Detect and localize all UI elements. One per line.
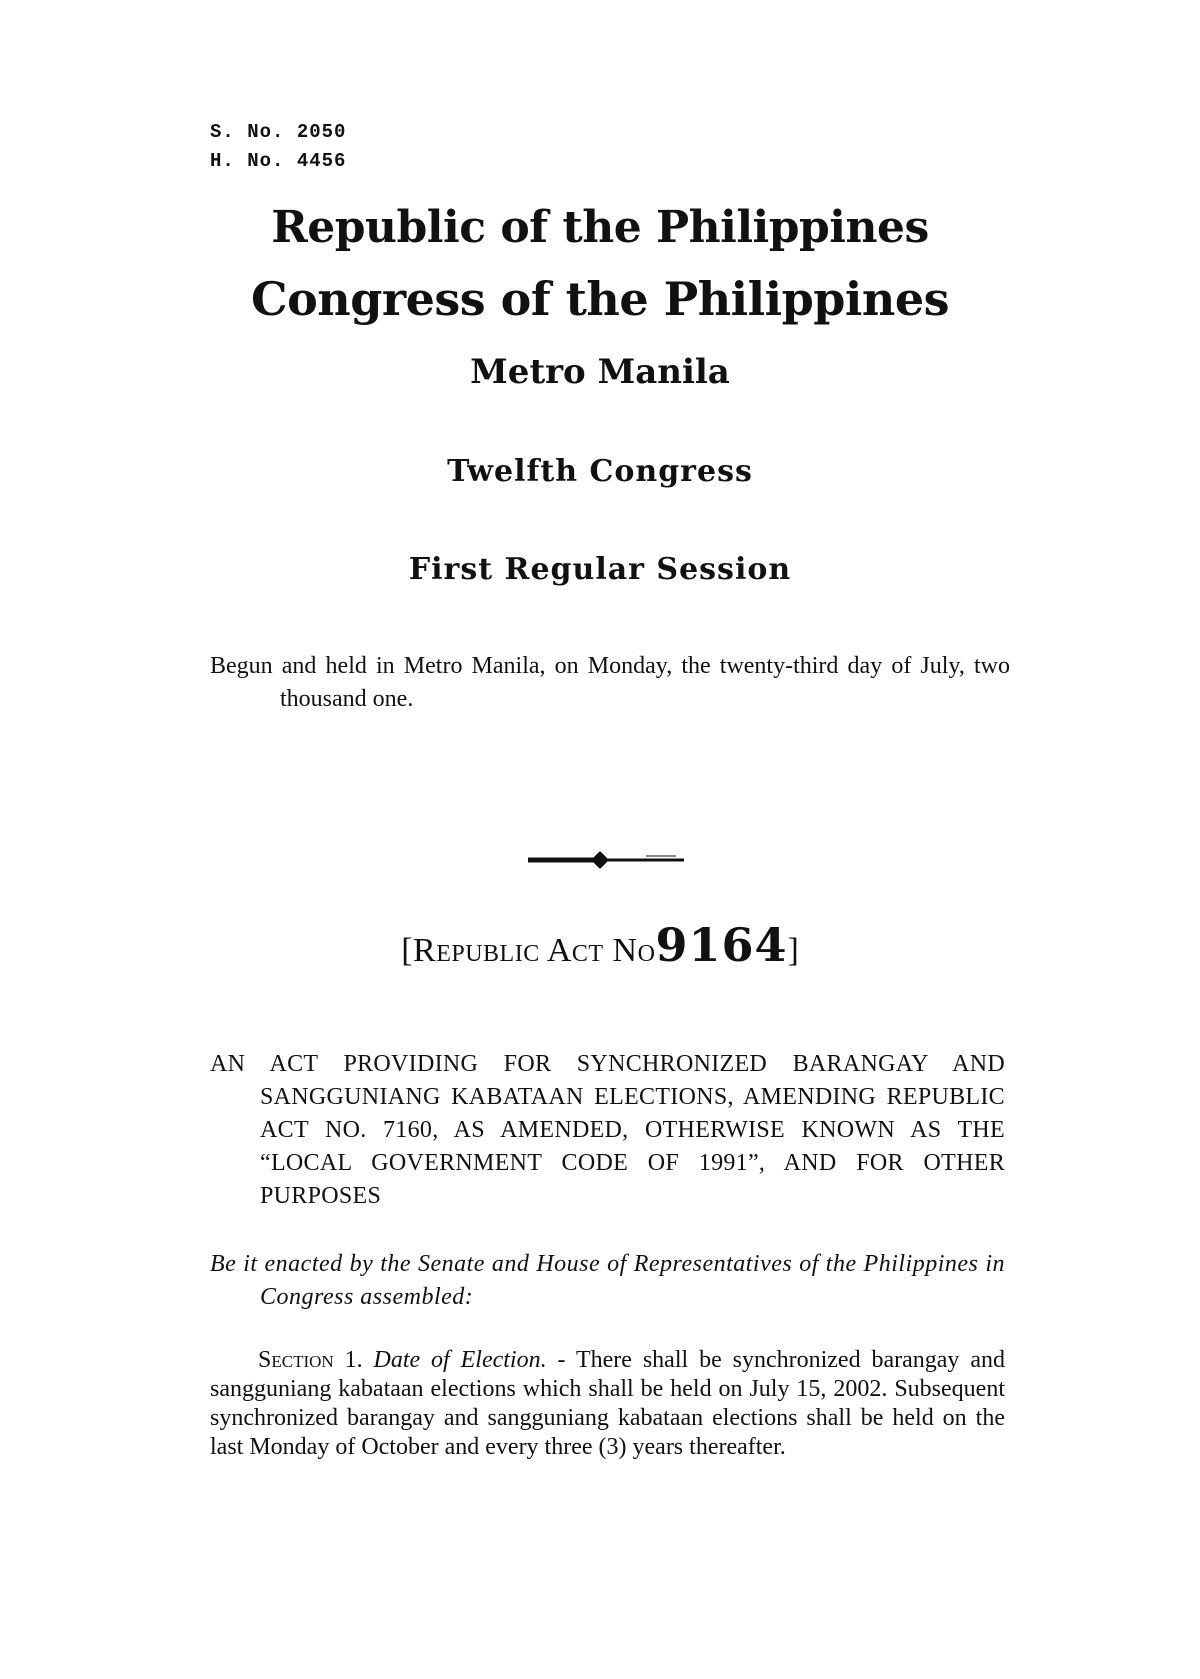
section-1-heading: Date of Election. bbox=[373, 1347, 547, 1373]
republic-heading: Republic of the Philippines bbox=[271, 202, 929, 253]
session-heading: First Regular Session bbox=[408, 552, 792, 587]
divider-ornament bbox=[526, 848, 686, 872]
senate-bill-number: S. No. 2050 bbox=[210, 121, 347, 143]
congress-heading: Congress of the Philippines bbox=[250, 272, 950, 326]
act-title: AN ACT PROVIDING FOR SYNCHRONIZED BARANGAY AND SANGGUNIANG KABATAAN ELECTIONS, AMENDING REPUBLIC ACT NO. 7160, AS AMENDED, OTHERWISE KNOWN AS THE “LOCAL GOVERNMENT CODE OF 1991”, AND FOR OTHER PURPOSES bbox=[210, 1051, 1005, 1209]
republic-act-prefix: [Republic Act No bbox=[401, 932, 656, 969]
republic-act-number: 9164 bbox=[655, 918, 788, 972]
republic-act-title bbox=[0, 918, 1200, 972]
section-1-text: - There shall be synchronized barangay and sangguniang kabataan elections which shall be held on July 15, 2002. Subsequent synchronized barangay and sangguniang kabataan elections shall be held on the last Monday of October and every three (3) years thereafter. bbox=[210, 1347, 1005, 1460]
republic-act-suffix: ] bbox=[787, 932, 799, 969]
section-1-label: Section 1. bbox=[258, 1347, 363, 1373]
location-heading: Metro Manila bbox=[470, 352, 730, 392]
house-bill-number: H. No. 4456 bbox=[210, 150, 347, 172]
congress-number-heading: Twelfth Congress bbox=[447, 454, 753, 489]
section-1 bbox=[210, 1346, 1005, 1462]
enacting-clause: Be it enacted by the Senate and House of Representatives of the Philippines in Congress assembled: bbox=[210, 1251, 1005, 1310]
bill-numbers bbox=[210, 118, 346, 176]
begun-statement: Begun and held in Metro Manila, on Monday, the twenty-third day of July, two thousand one. bbox=[210, 653, 1010, 712]
